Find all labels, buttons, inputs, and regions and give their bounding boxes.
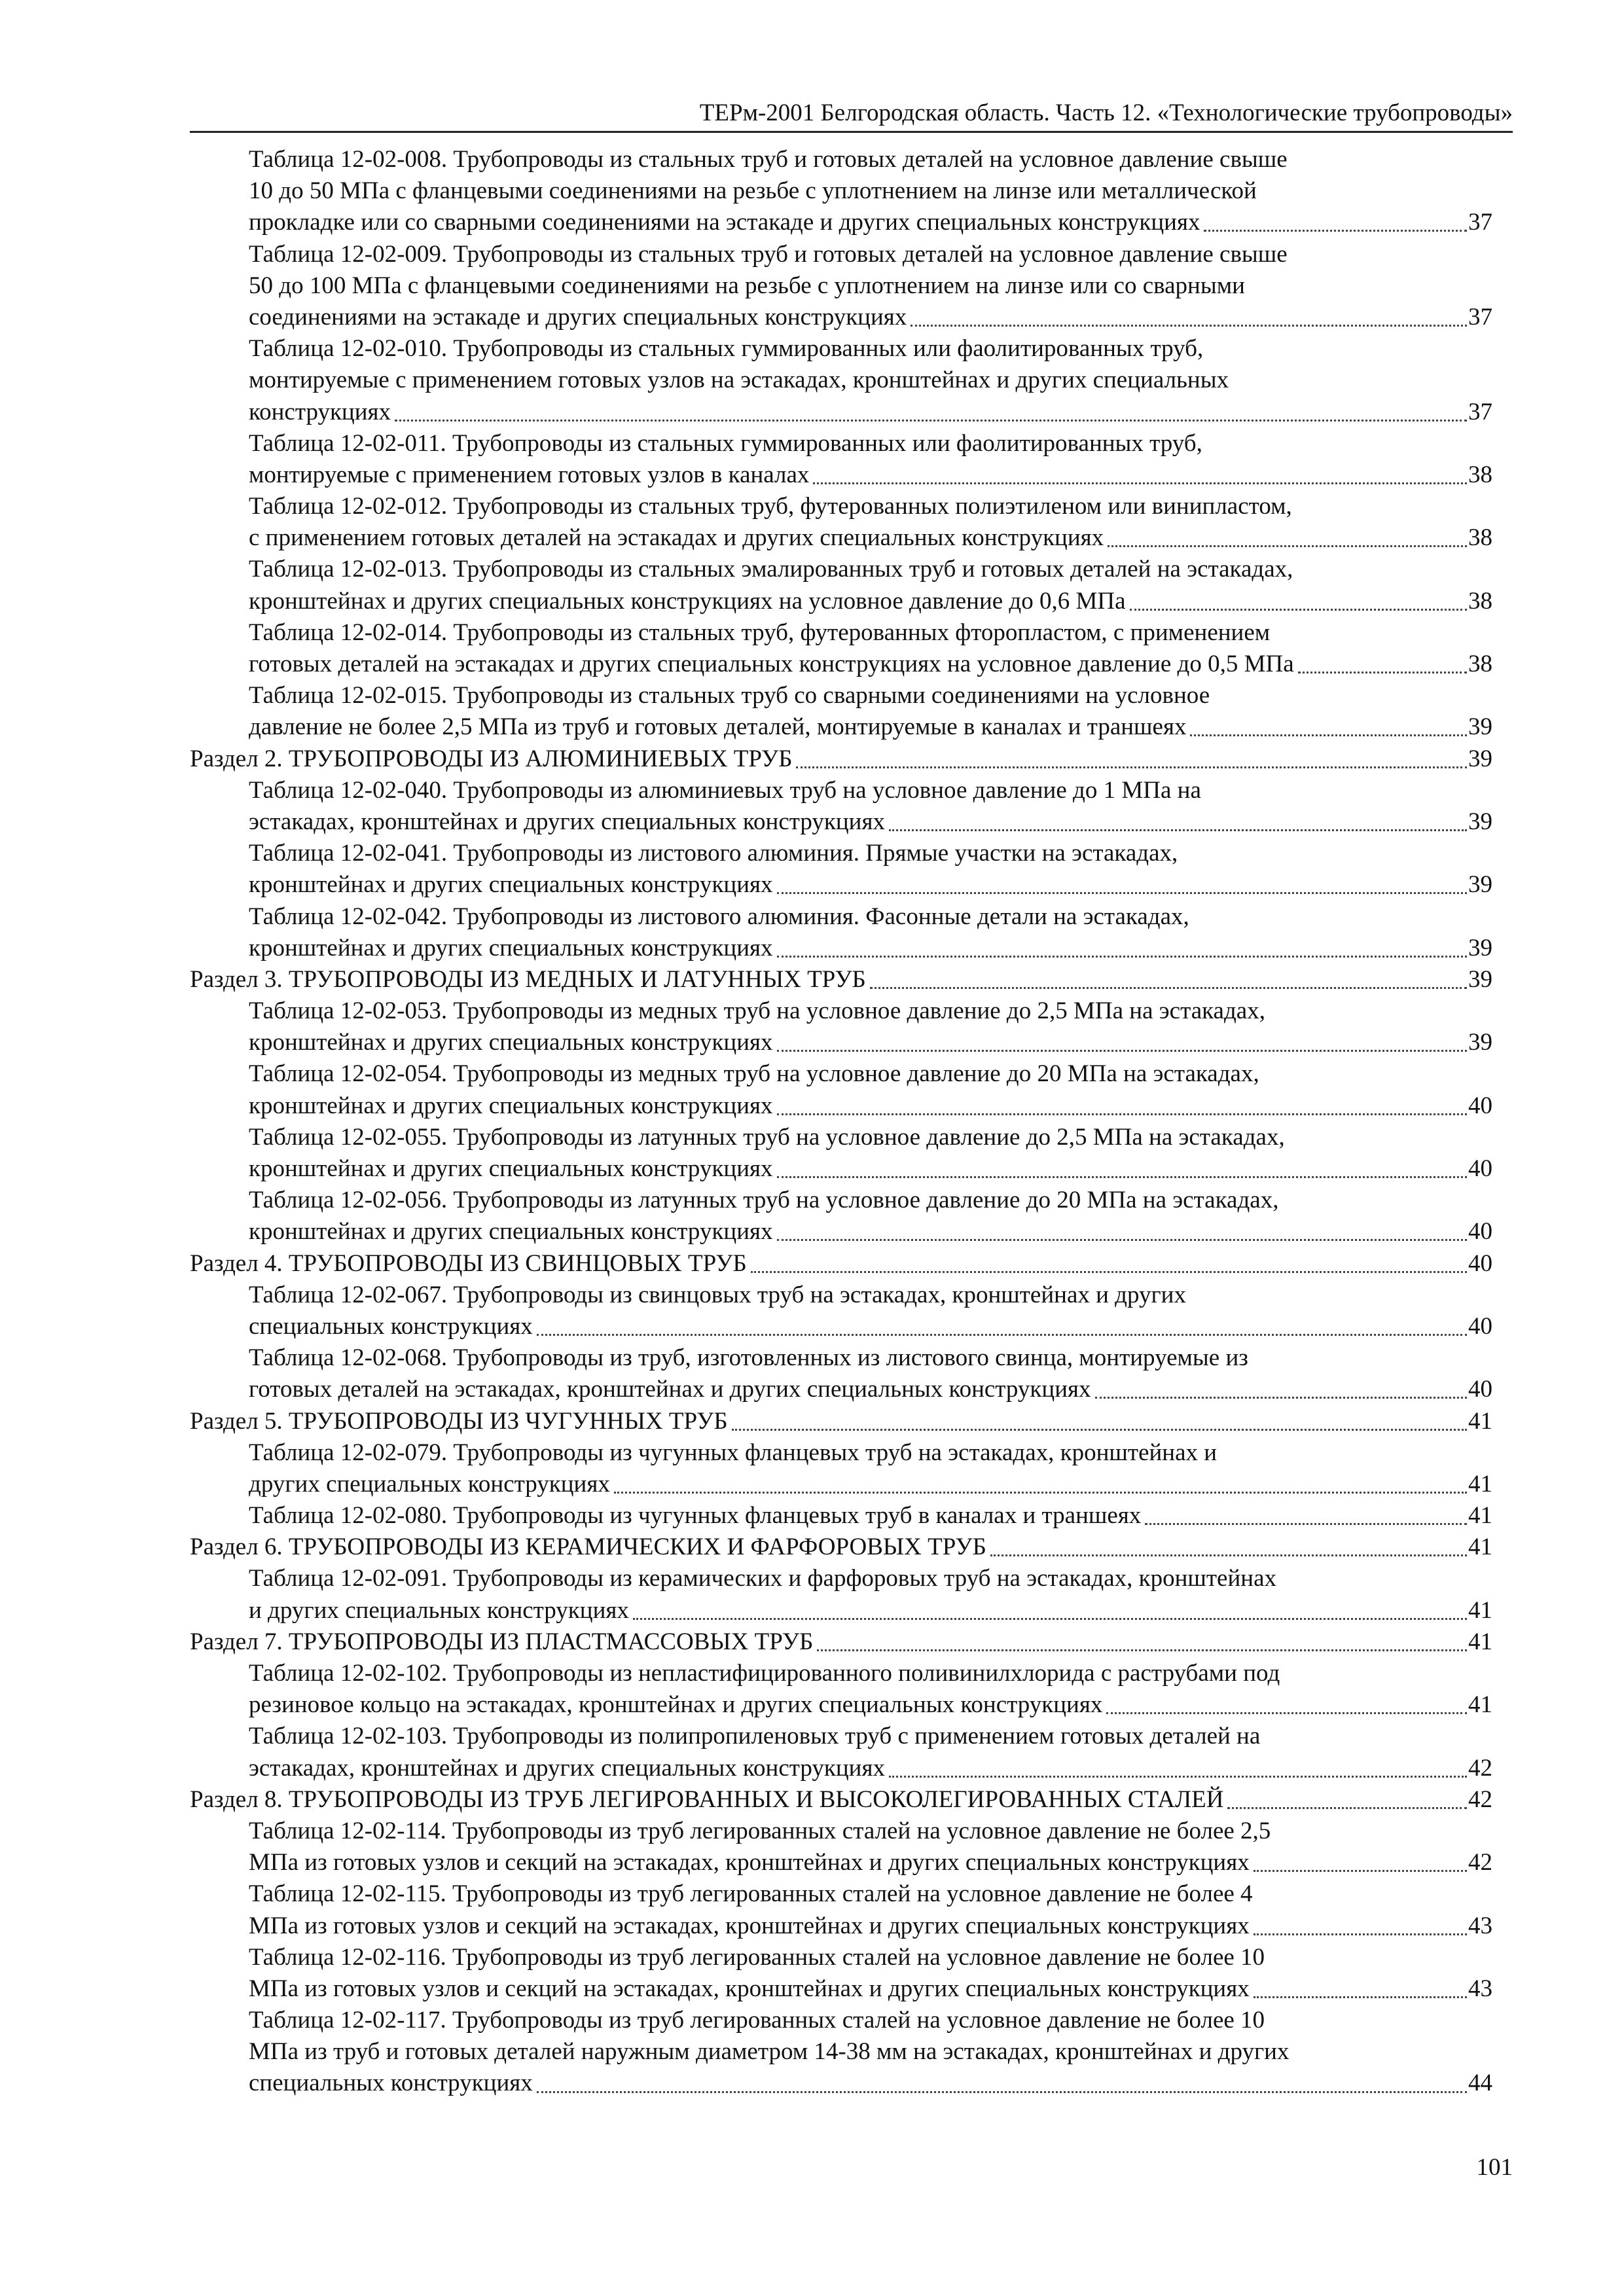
toc-entry-last-line — [249, 1910, 1492, 1942]
toc-table-entry[interactable] — [190, 333, 1492, 428]
toc-table-entry[interactable] — [190, 491, 1492, 554]
toc-entry-line: Таблица 12-02-014. Трубопроводы из стальных труб, футерованных фторопластом, с применением — [249, 619, 1271, 646]
toc-entry-line: кронштейнах и других специальных конструкциях — [249, 871, 773, 899]
toc-entry-page: 40 — [1468, 1092, 1492, 1119]
header-title: ТЕРм-2001 Белгородская область. Часть 12. «Технологические трубопроводы» — [699, 99, 1513, 126]
toc-entry-last-line — [249, 1311, 1492, 1342]
toc-entry-line: Таблица 12-02-009. Трубопроводы из стальных труб и готовых деталей на условное давление свыше — [249, 240, 1288, 268]
toc-entry-last-line — [190, 1532, 1492, 1563]
toc-entry-last-line — [249, 1153, 1492, 1185]
toc-entry-line: кронштейнах и других специальных конструкциях — [249, 1218, 773, 1246]
toc-table-entry[interactable] — [190, 901, 1492, 964]
dot-leader — [870, 967, 1467, 993]
toc-entry-line: специальных конструкциях — [249, 1312, 533, 1340]
table-of-contents — [190, 144, 1492, 2100]
toc-entry-page: 43 — [1468, 1912, 1492, 1939]
dot-leader — [1190, 714, 1467, 740]
toc-entry-last-line — [249, 459, 1492, 491]
toc-entry-last-line — [249, 1689, 1492, 1721]
toc-table-entry[interactable] — [190, 838, 1492, 901]
dot-leader — [537, 1314, 1467, 1340]
toc-entry-last-line — [249, 1500, 1492, 1532]
dot-leader — [777, 1156, 1467, 1182]
toc-table-entry[interactable] — [190, 554, 1492, 617]
toc-entry-page: 39 — [1468, 745, 1492, 772]
toc-entry-line: Раздел 2. ТРУБОПРОВОДЫ ИЗ АЛЮМИНИЕВЫХ ТРУБ — [190, 745, 793, 772]
toc-entry-page: 39 — [1468, 808, 1492, 835]
dot-leader — [1254, 1850, 1467, 1876]
toc-entry-line: Таблица 12-02-091. Трубопроводы из керамических и фарфоровых труб на эстакадах, кронштейнах — [249, 1565, 1277, 1592]
toc-entry-line: кронштейнах и других специальных конструкциях — [249, 934, 773, 961]
dot-leader — [813, 462, 1467, 488]
toc-table-entry[interactable] — [190, 239, 1492, 334]
toc-entry-line: Таблица 12-02-011. Трубопроводы из стальных гуммированных или фаолитированных труб, — [249, 429, 1202, 457]
toc-section-entry[interactable] — [190, 1248, 1492, 1280]
toc-entry-line: других специальных конструкциях — [249, 1470, 610, 1498]
toc-entry-last-line — [249, 933, 1492, 964]
toc-entry-line: Таблица 12-02-008. Трубопроводы из стальных труб и готовых деталей на условное давление свыше — [249, 146, 1288, 173]
dot-leader — [395, 399, 1467, 425]
toc-entry-line: МПа из готовых узлов и секций на эстакадах, кронштейнах и других специальных конструкциях — [249, 1849, 1250, 1876]
toc-entry-last-line — [249, 2068, 1492, 2099]
toc-entry-page: 40 — [1468, 1312, 1492, 1340]
toc-table-entry[interactable] — [190, 617, 1492, 680]
toc-entry-page: 37 — [1468, 209, 1492, 236]
toc-table-entry[interactable] — [190, 680, 1492, 743]
toc-entry-line: кронштейнах и других специальных конструкциях — [249, 1155, 773, 1182]
toc-entry-line: Таблица 12-02-102. Трубопроводы из непластифицированного поливинилхлорида с раструбами под — [249, 1660, 1280, 1687]
toc-entry-page: 41 — [1468, 1407, 1492, 1435]
toc-section-entry[interactable] — [190, 1532, 1492, 1563]
toc-entry-line: прокладке или со сварными соединениями на эстакаде и других специальных конструкциях — [249, 209, 1200, 236]
page-header — [190, 92, 1513, 133]
toc-entry-page: 44 — [1468, 2070, 1492, 2097]
toc-entry-line: Таблица 12-02-117. Трубопроводы из труб легированных сталей на условное давление не более 10 — [249, 2007, 1265, 2034]
toc-entry-last-line — [249, 1027, 1492, 1058]
page-number: 101 — [1476, 2154, 1513, 2181]
toc-entry-last-line — [249, 806, 1492, 838]
toc-section-entry[interactable] — [190, 1626, 1492, 1658]
toc-entry-last-line — [190, 1626, 1492, 1658]
toc-entry-line: с применением готовых деталей на эстакадах и других специальных конструкциях — [249, 524, 1104, 552]
toc-entry-line: МПа из готовых узлов и секций на эстакадах, кронштейнах и других специальных конструкциях — [249, 1975, 1250, 2002]
toc-entry-page: 39 — [1468, 871, 1492, 899]
toc-table-entry[interactable] — [190, 1500, 1492, 1532]
toc-entry-line: давление не более 2,5 МПа из труб и готовых деталей, монтируемые в каналах и траншеях — [249, 713, 1187, 741]
toc-table-entry[interactable] — [190, 996, 1492, 1058]
toc-entry-line: конструкциях — [249, 398, 391, 425]
toc-entry-line: Таблица 12-02-115. Трубопроводы из труб легированных сталей на условное давление не более 4 — [249, 1880, 1253, 1908]
dot-leader — [537, 2071, 1467, 2097]
toc-entry-page: 38 — [1468, 651, 1492, 677]
dot-leader — [751, 1251, 1467, 1277]
dot-leader — [1298, 651, 1467, 677]
toc-entry-line: монтируемые с применением готовых узлов в каналах — [249, 461, 810, 488]
toc-entry-last-line — [249, 586, 1492, 617]
toc-section-entry[interactable] — [190, 744, 1492, 775]
toc-entry-line: Таблица 12-02-103. Трубопроводы из полипропиленовых труб с применением готовых деталей на — [249, 1723, 1261, 1750]
toc-entry-line: Таблица 12-02-015. Трубопроводы из стальных труб со сварными соединениями на условное — [249, 682, 1210, 709]
toc-entry-page: 42 — [1468, 1754, 1492, 1782]
toc-entry-last-line — [249, 711, 1492, 743]
toc-entry-last-line — [249, 1973, 1492, 2005]
toc-entry-line: 10 до 50 МПа с фланцевыми соединениями на резьбе с уплотнением на линзе или металлической — [249, 177, 1257, 205]
toc-entry-line: специальных конструкциях — [249, 2070, 533, 2097]
dot-leader — [777, 1219, 1467, 1245]
toc-table-entry[interactable] — [190, 1437, 1492, 1500]
dot-leader — [1254, 1976, 1467, 2002]
toc-entry-last-line — [190, 964, 1492, 996]
toc-entry-page: 41 — [1468, 1470, 1492, 1498]
toc-entry-line: МПа из труб и готовых деталей наружным диаметром 14-38 мм на эстакадах, кронштейнах и других — [249, 2038, 1290, 2066]
toc-entry-page: 41 — [1468, 1502, 1492, 1530]
dot-leader — [614, 1471, 1467, 1498]
toc-entry-last-line — [249, 522, 1492, 554]
toc-entry-line: Таблица 12-02-053. Трубопроводы из медных труб на условное давление до 2,5 МПа на эстакадах, — [249, 997, 1265, 1025]
toc-entry-line: Раздел 3. ТРУБОПРОВОДЫ ИЗ МЕДНЫХ И ЛАТУННЫХ ТРУБ — [190, 965, 866, 993]
toc-table-entry[interactable] — [190, 1122, 1492, 1185]
toc-entry-line: Таблица 12-02-010. Трубопроводы из стальных гуммированных или фаолитированных труб, — [249, 335, 1204, 363]
toc-entry-page: 39 — [1468, 1029, 1492, 1056]
toc-entry-last-line — [190, 1248, 1492, 1280]
dot-leader — [1130, 588, 1467, 615]
dot-leader — [1106, 1692, 1467, 1718]
toc-entry-line: Таблица 12-02-040. Трубопроводы из алюминиевых труб на условное давление до 1 МПа на — [249, 776, 1201, 804]
toc-entry-last-line — [249, 1216, 1492, 1247]
toc-entry-line: Таблица 12-02-079. Трубопроводы из чугунных фланцевых труб на эстакадах, кронштейнах и — [249, 1439, 1218, 1466]
toc-table-entry[interactable] — [190, 1816, 1492, 1878]
toc-table-entry[interactable] — [190, 1342, 1492, 1405]
dot-leader — [1204, 209, 1467, 236]
toc-entry-last-line — [249, 1374, 1492, 1405]
toc-entry-line: Таблица 12-02-013. Трубопроводы из стальных эмалированных труб и готовых деталей на эстакадах, — [249, 556, 1293, 583]
toc-table-entry[interactable] — [190, 1942, 1492, 2005]
toc-entry-line: Таблица 12-02-012. Трубопроводы из стальных труб, футерованных полиэтиленом или винипластом, — [249, 493, 1292, 520]
toc-entry-line: Раздел 6. ТРУБОПРОВОДЫ ИЗ КЕРАМИЧЕСКИХ И ФАРФОРОВЫХ ТРУБ — [190, 1534, 986, 1561]
toc-entry-page: 38 — [1468, 461, 1492, 488]
toc-table-entry[interactable] — [190, 1878, 1492, 1941]
toc-entry-page: 42 — [1468, 1785, 1492, 1813]
toc-entry-page: 41 — [1468, 1534, 1492, 1561]
toc-table-entry[interactable] — [190, 1058, 1492, 1121]
toc-entry-last-line — [190, 1406, 1492, 1437]
toc-section-entry[interactable] — [190, 1406, 1492, 1437]
toc-entry-page: 39 — [1468, 934, 1492, 961]
toc-entry-page: 42 — [1468, 1849, 1492, 1876]
toc-entry-last-line — [249, 302, 1492, 333]
toc-entry-last-line — [249, 397, 1492, 428]
toc-table-entry[interactable] — [190, 2005, 1492, 2100]
toc-entry-line: и других специальных конструкциях — [249, 1596, 629, 1624]
toc-table-entry[interactable] — [190, 1185, 1492, 1247]
toc-table-entry[interactable] — [190, 144, 1492, 239]
toc-entry-line: кронштейнах и других специальных конструкциях на условное давление до 0,6 МПа — [249, 587, 1126, 615]
dot-leader — [1108, 525, 1467, 551]
dot-leader — [732, 1408, 1467, 1435]
toc-entry-line: Таблица 12-02-054. Трубопроводы из медных труб на условное давление до 20 МПа на эстакадах, — [249, 1060, 1259, 1088]
toc-entry-page: 40 — [1468, 1155, 1492, 1182]
toc-entry-last-line — [190, 1784, 1492, 1816]
toc-entry-page: 38 — [1468, 524, 1492, 552]
toc-entry-last-line — [249, 1753, 1492, 1784]
toc-entry-page: 39 — [1468, 713, 1492, 741]
dot-leader — [817, 1629, 1467, 1655]
dot-leader — [911, 304, 1467, 331]
toc-entry-line: эстакадах, кронштейнах и других специальных конструкциях — [249, 808, 885, 835]
toc-entry-page: 38 — [1468, 587, 1492, 615]
dot-leader — [1145, 1503, 1467, 1529]
dot-leader — [796, 746, 1467, 772]
toc-entry-last-line — [249, 1090, 1492, 1122]
toc-entry-page: 37 — [1468, 303, 1492, 331]
toc-entry-line: Раздел 5. ТРУБОПРОВОДЫ ИЗ ЧУГУННЫХ ТРУБ — [190, 1407, 728, 1435]
toc-table-entry[interactable] — [190, 1280, 1492, 1342]
toc-table-entry[interactable] — [190, 428, 1492, 491]
toc-entry-line: Таблица 12-02-080. Трубопроводы из чугунных фланцевых труб в каналах и траншеях — [249, 1502, 1142, 1530]
toc-entry-last-line — [249, 207, 1492, 238]
toc-entry-line: Таблица 12-02-041. Трубопроводы из листового алюминия. Прямые участки на эстакадах, — [249, 840, 1178, 867]
toc-section-entry[interactable] — [190, 964, 1492, 996]
dot-leader — [777, 1093, 1467, 1119]
toc-entry-line: Таблица 12-02-116. Трубопроводы из труб легированных сталей на условное давление не более 10 — [249, 1943, 1265, 1971]
dot-leader — [777, 1030, 1467, 1056]
toc-entry-line: Таблица 12-02-042. Трубопроводы из листового алюминия. Фасонные детали на эстакадах, — [249, 903, 1189, 930]
toc-entry-line: монтируемые с применением готовых узлов на эстакадах, кронштейнах и других специальных — [249, 367, 1229, 394]
toc-entry-line: готовых деталей на эстакадах и других специальных конструкциях на условное давление до 0,5 МПа — [249, 651, 1294, 677]
dot-leader — [1095, 1376, 1467, 1403]
toc-entry-line: кронштейнах и других специальных конструкциях — [249, 1092, 773, 1119]
toc-entry-page: 41 — [1468, 1691, 1492, 1719]
toc-entry-line: Таблица 12-02-114. Трубопроводы из труб легированных сталей на условное давление не более 2,5 — [249, 1817, 1271, 1844]
toc-entry-page: 41 — [1468, 1596, 1492, 1624]
toc-entry-last-line — [249, 1469, 1492, 1500]
toc-table-entry[interactable] — [190, 775, 1492, 838]
toc-entry-line: готовых деталей на эстакадах, кронштейнах и других специальных конструкциях — [249, 1376, 1091, 1403]
toc-entry-line: Таблица 12-02-055. Трубопроводы из латунных труб на условное давление до 2,5 МПа на эстакадах, — [249, 1123, 1285, 1151]
toc-entry-line: кронштейнах и других специальных конструкциях — [249, 1029, 773, 1056]
toc-entry-line: Таблица 12-02-056. Трубопроводы из латунных труб на условное давление до 20 МПа на эстакадах, — [249, 1187, 1279, 1214]
toc-table-entry[interactable] — [190, 1658, 1492, 1721]
dot-leader — [777, 935, 1467, 961]
toc-entry-page: 39 — [1468, 965, 1492, 993]
toc-entry-page: 43 — [1468, 1975, 1492, 2002]
toc-entry-line: Раздел 8. ТРУБОПРОВОДЫ ИЗ ТРУБ ЛЕГИРОВАННЫХ И ВЫСОКОЛЕГИРОВАННЫХ СТАЛЕЙ — [190, 1785, 1224, 1813]
toc-entry-line: резиновое кольцо на эстакадах, кронштейнах и других специальных конструкциях — [249, 1691, 1103, 1719]
dot-leader — [633, 1598, 1467, 1624]
toc-section-entry[interactable] — [190, 1784, 1492, 1816]
toc-entry-last-line — [249, 649, 1492, 680]
dot-leader — [1227, 1787, 1467, 1813]
toc-entry-last-line — [249, 869, 1492, 901]
toc-entry-last-line — [249, 1847, 1492, 1878]
toc-entry-page: 40 — [1468, 1218, 1492, 1246]
dot-leader — [777, 872, 1467, 898]
toc-entry-line: соединениями на эстакаде и других специальных конструкциях — [249, 303, 907, 331]
dot-leader — [889, 809, 1467, 835]
toc-table-entry[interactable] — [190, 1721, 1492, 1784]
dot-leader — [990, 1534, 1467, 1560]
toc-entry-line: Раздел 7. ТРУБОПРОВОДЫ ИЗ ПЛАСТМАССОВЫХ ТРУБ — [190, 1628, 814, 1655]
toc-entry-page: 40 — [1468, 1249, 1492, 1277]
toc-entry-line: Таблица 12-02-068. Трубопроводы из труб, изготовленных из листового свинца, монтируемые из — [249, 1344, 1248, 1372]
dot-leader — [889, 1755, 1467, 1782]
toc-entry-last-line — [190, 744, 1492, 775]
toc-entry-line: Раздел 4. ТРУБОПРОВОДЫ ИЗ СВИНЦОВЫХ ТРУБ — [190, 1249, 747, 1277]
toc-entry-page: 40 — [1468, 1376, 1492, 1403]
toc-entry-page: 41 — [1468, 1628, 1492, 1655]
dot-leader — [1254, 1913, 1467, 1939]
toc-entry-page: 37 — [1468, 398, 1492, 425]
toc-entry-line: МПа из готовых узлов и секций на эстакадах, кронштейнах и других специальных конструкциях — [249, 1912, 1250, 1939]
toc-entry-line: 50 до 100 МПа с фланцевыми соединениями на резьбе с уплотнением на линзе или со сварными — [249, 272, 1245, 299]
toc-entry-line: эстакадах, кронштейнах и других специальных конструкциях — [249, 1754, 885, 1782]
toc-entry-line: Таблица 12-02-067. Трубопроводы из свинцовых труб на эстакадах, кронштейнах и других — [249, 1281, 1186, 1308]
toc-table-entry[interactable] — [190, 1563, 1492, 1626]
toc-entry-last-line — [249, 1595, 1492, 1626]
